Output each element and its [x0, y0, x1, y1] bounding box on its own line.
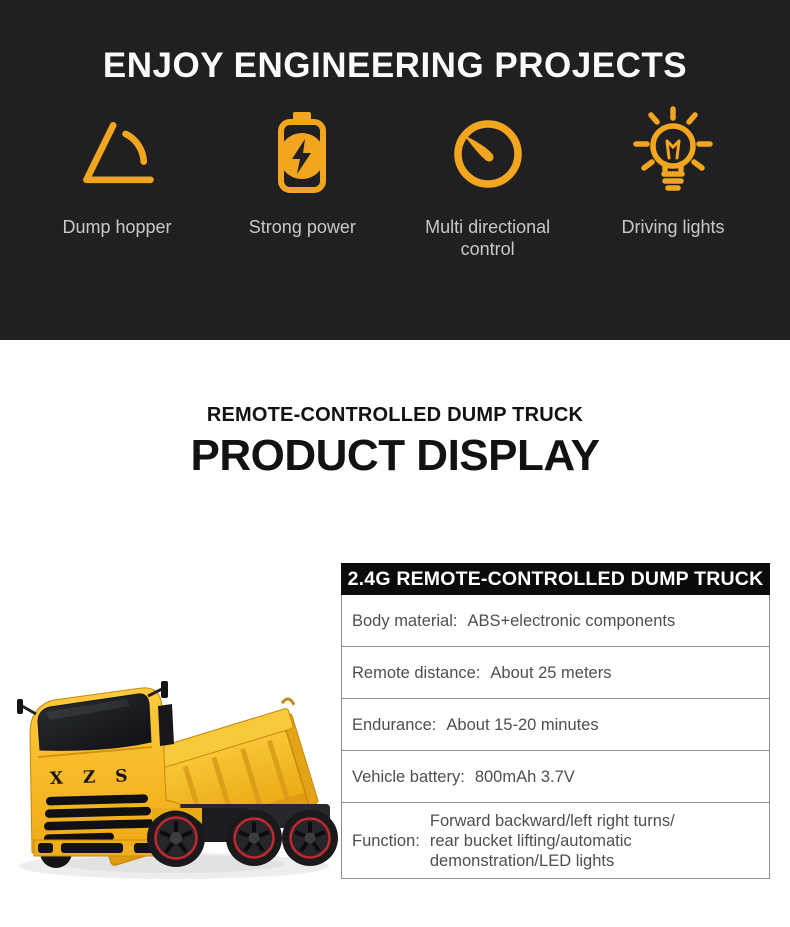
spec-label: Body material:	[352, 611, 458, 630]
display-heading-block	[0, 404, 790, 481]
spec-row-endurance	[342, 699, 769, 751]
truck-rear-wheel-1	[226, 810, 282, 866]
truck-brand-text: X Z S	[49, 766, 135, 789]
spec-table	[341, 563, 770, 879]
feature-strong-power	[213, 106, 391, 260]
spec-value: About 25 meters	[490, 663, 612, 682]
hero-section	[0, 0, 790, 340]
spec-value: Forward backward/​left right turns/​rear bucket lifting/​automatic demonstration/​LED lights	[429, 811, 675, 870]
spec-value: ABS+electronic components	[467, 611, 676, 630]
feature-dump-hopper	[28, 106, 206, 260]
product-truck-image	[6, 594, 340, 898]
spec-table-header: 2.4G REMOTE-CONTROLLED DUMP TRUCK	[341, 563, 770, 595]
spec-row-vehicle-battery	[342, 751, 769, 803]
spec-label: Vehicle battery:	[352, 767, 465, 786]
display-subtitle: REMOTE-CONTROLLED DUMP TRUCK	[206, 404, 584, 426]
feature-label: Multi directional control	[425, 217, 551, 259]
feature-row	[0, 106, 790, 260]
feature-label: Driving lights	[621, 217, 725, 237]
hero-title: ENJOY ENGINEERING PROJECTS	[102, 46, 688, 85]
feature-driving-lights	[584, 106, 762, 260]
feature-multi-directional	[399, 106, 577, 260]
spec-row-body-material	[342, 595, 769, 647]
spec-label: Function:	[352, 831, 420, 850]
display-title: PRODUCT DISPLAY	[190, 431, 600, 480]
feature-label: Dump hopper	[62, 217, 172, 237]
truck-rear-wheel-2	[282, 810, 338, 866]
feature-label: Strong power	[248, 217, 356, 237]
spec-table-body	[341, 595, 770, 879]
battery-power-icon	[271, 106, 333, 202]
dump-hopper-icon	[74, 106, 160, 202]
spec-value: 800mAh 3.7V	[474, 767, 575, 786]
spec-row-remote-distance	[342, 647, 769, 699]
gauge-control-icon	[448, 106, 528, 202]
spec-value: About 15-20 minutes	[446, 715, 599, 734]
spec-label: Remote distance:	[352, 663, 481, 682]
spec-row-function	[342, 803, 769, 878]
light-bulb-icon	[629, 106, 717, 202]
spec-label: Endurance:	[352, 715, 437, 734]
product-stage	[0, 479, 790, 927]
